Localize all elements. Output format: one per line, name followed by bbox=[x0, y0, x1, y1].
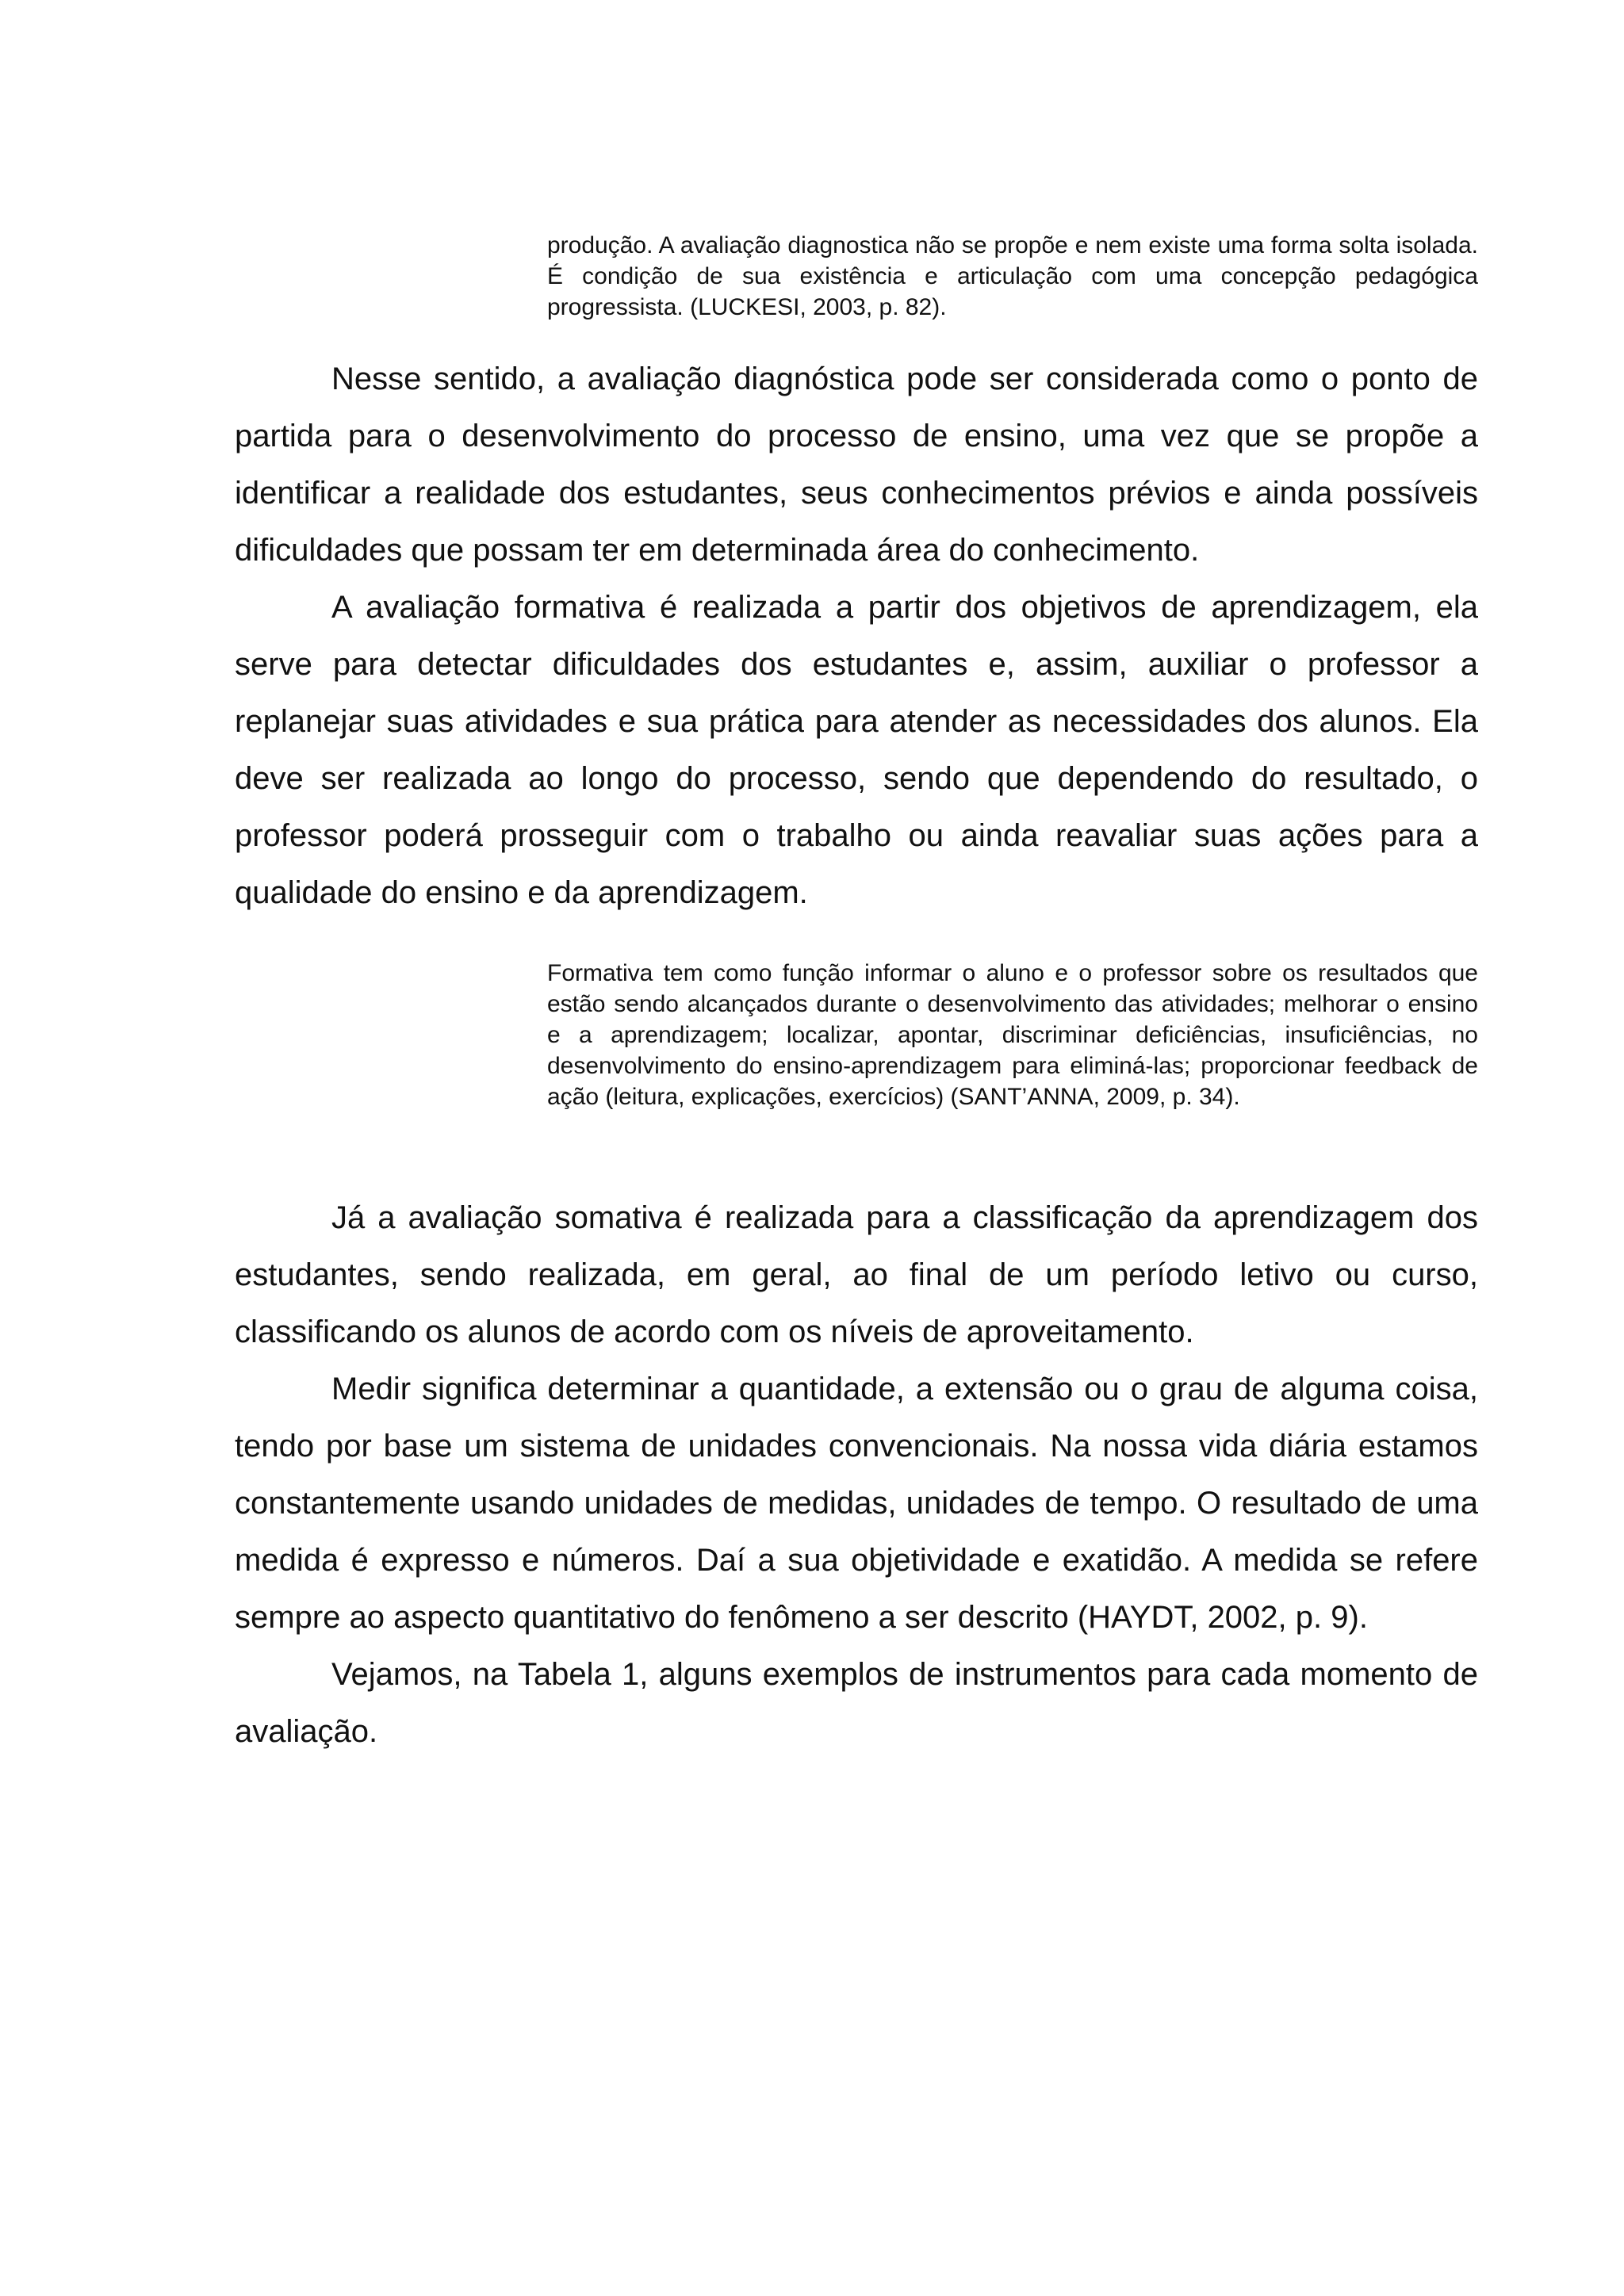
block-quote-luckesi: produção. A avaliação diagnostica não se propõe e nem existe uma forma solta isolada. É condição de sua existência e articulação com uma concepção pedagógica progressista. (LUCKESI, 2003, p. 82). bbox=[547, 232, 1478, 320]
paragraph-formative-evaluation: A avaliação formativa é realizada a partir dos objetivos de aprendizagem, ela serve para detectar dificuldades dos estudantes e, assim, auxiliar o professor a replanejar suas atividades e sua prática para atender as necessidades dos alunos. Ela deve ser realizada ao longo do processo, sendo que dependendo do resultado, o professor poderá prosseguir com o trabalho ou ainda reavaliar suas ações para a qualidade do ensino e da aprendizagem. bbox=[235, 590, 1478, 910]
paragraph-measurement: Medir significa determinar a quantidade, a extensão ou o grau de alguma coisa, tendo por base um sistema de unidades convencionais. Na nossa vida diária estamos constantemente usando unidades de medidas, unidades de tempo. O resultado de uma medida é expresso e números. Daí a sua objetividade e exatidão. A medida se refere sempre ao aspecto quantitativo do fenômeno a ser descrito (HAYDT, 2002, p. 9). bbox=[235, 1372, 1478, 1635]
paragraph-table-reference: Vejamos, na Tabela 1, alguns exemplos de instrumentos para cada momento de avaliação. bbox=[235, 1657, 1478, 1749]
paragraph-summative-evaluation: Já a avaliação somativa é realizada para a classificação da aprendizagem dos estudantes, sendo realizada, em geral, ao final de um período letivo ou curso, classificando os alunos de acordo com os níveis de aproveitamento. bbox=[235, 1200, 1478, 1349]
body-text-section-1 bbox=[235, 350, 1478, 921]
body-text-section-2 bbox=[235, 1189, 1478, 1760]
paragraph-diagnostic-evaluation: Nesse sentido, a avaliação diagnóstica pode ser considerada como o ponto de partida para o desenvolvimento do processo de ensino, uma vez que se propõe a identificar a realidade dos estudantes, seus conhecimentos prévios e ainda possíveis dificuldades que possam ter em determinada área do conhecimento. bbox=[235, 362, 1478, 568]
block-quote-santanna: Formativa tem como função informar o aluno e o professor sobre os resultados que estão sendo alcançados durante o desenvolvimento das atividades; melhorar o ensino e a aprendizagem; localizar, apontar, discriminar deficiências, insuficiências, no desenvolvimento do ensino-aprendizagem para eliminá-las; proporcionar feedback de ação (leitura, explicações, exercícios) (SANT’ANNA, 2009, p. 34). bbox=[547, 960, 1478, 1110]
